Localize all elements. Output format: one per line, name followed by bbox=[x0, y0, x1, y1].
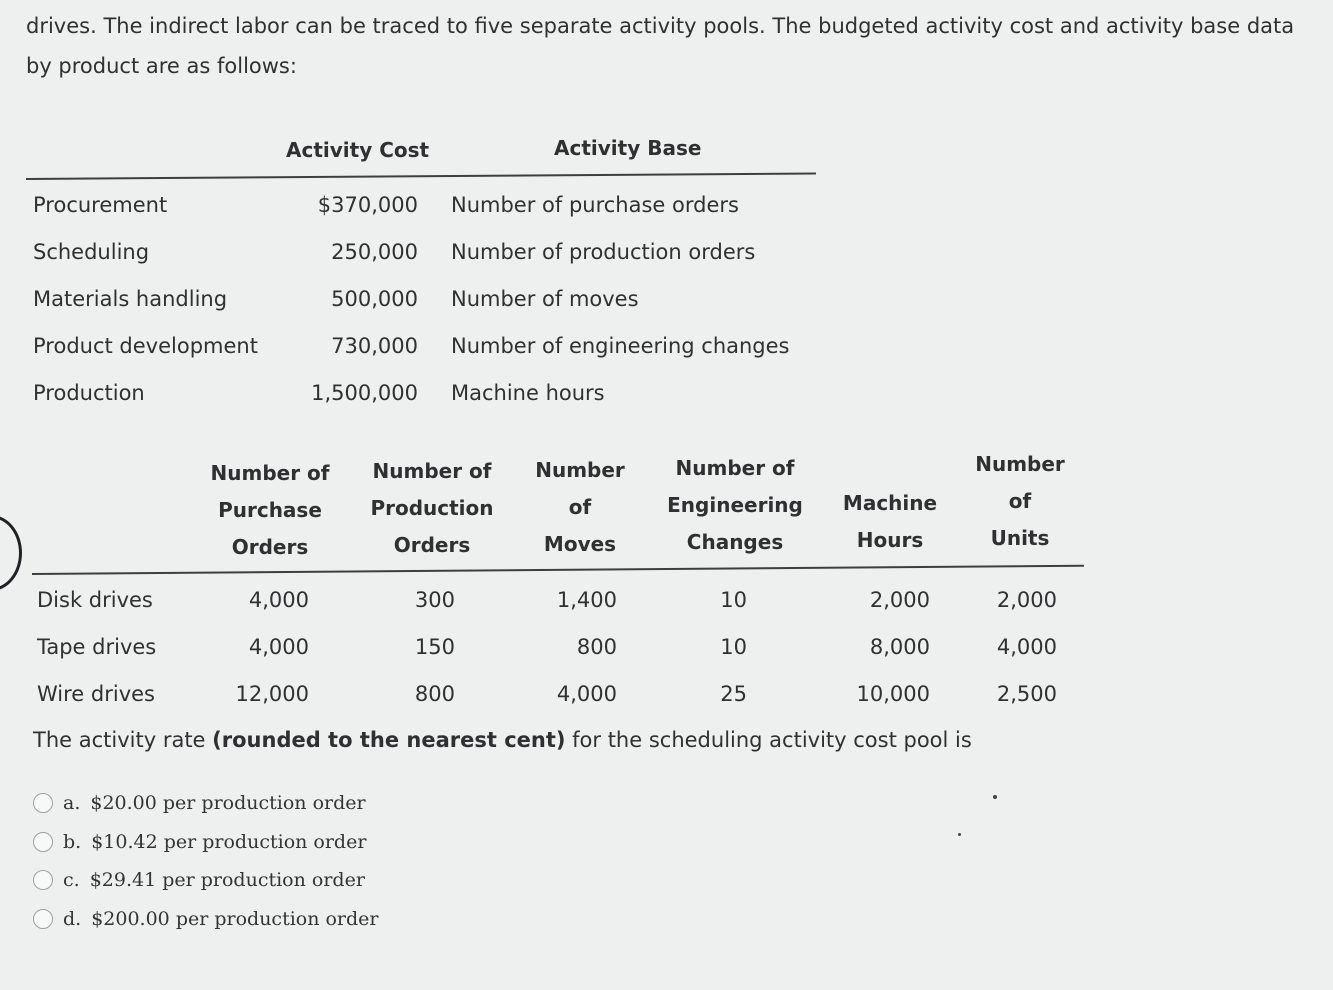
cell-moves: 1,400 bbox=[556, 588, 617, 612]
cell-engineering-changes: 10 bbox=[720, 635, 747, 659]
product-name: Disk drives bbox=[37, 588, 153, 612]
activity-row bbox=[33, 240, 813, 270]
radio-button[interactable] bbox=[33, 793, 53, 813]
cell-moves: 4,000 bbox=[556, 682, 617, 706]
radio-button[interactable] bbox=[33, 909, 53, 929]
activity-name: Product development bbox=[33, 334, 258, 358]
product-name: Tape drives bbox=[37, 635, 157, 659]
radio-button[interactable] bbox=[33, 870, 53, 890]
option-letter: b. bbox=[63, 830, 82, 853]
header-purchase-orders: Number of Purchase Orders bbox=[210, 461, 330, 559]
activity-row bbox=[33, 381, 813, 411]
option-letter: c. bbox=[63, 869, 80, 892]
cell-production-orders: 300 bbox=[414, 588, 455, 612]
header-units: Number of Units bbox=[975, 452, 1065, 550]
table-row bbox=[37, 588, 1087, 618]
cell-purchase-orders: 4,000 bbox=[248, 635, 309, 659]
header-activity-base: Activity Base bbox=[554, 136, 702, 160]
activity-name: Materials handling bbox=[33, 287, 228, 311]
activity-base: Machine hours bbox=[451, 381, 605, 405]
activity-row bbox=[33, 287, 813, 317]
cell-units: 2,500 bbox=[996, 682, 1057, 706]
table-row bbox=[37, 682, 1087, 712]
activity-table-rule bbox=[26, 172, 816, 180]
activity-cost: $370,000 bbox=[317, 193, 418, 217]
cell-moves: 800 bbox=[576, 635, 617, 659]
option-d[interactable] bbox=[33, 900, 379, 939]
header-moves: Number of Moves bbox=[535, 458, 625, 556]
activity-cost: 730,000 bbox=[331, 334, 418, 358]
activity-row bbox=[33, 193, 813, 223]
screen-edge-arc bbox=[0, 515, 22, 591]
option-a[interactable] bbox=[33, 784, 379, 823]
screen-speck bbox=[993, 795, 997, 799]
activity-cost: 1,500,000 bbox=[311, 381, 418, 405]
question-text: The activity rate (rounded to the nearest cent) for the scheduling activity cost pool is bbox=[33, 728, 972, 752]
activity-cost: 250,000 bbox=[331, 240, 418, 264]
option-text: $200.00 per production order bbox=[91, 907, 379, 930]
cell-machine-hours: 2,000 bbox=[869, 588, 930, 612]
activity-name: Procurement bbox=[33, 193, 168, 217]
activity-row bbox=[33, 334, 813, 364]
header-activity-cost: Activity Cost bbox=[286, 138, 430, 162]
option-c[interactable] bbox=[33, 861, 379, 900]
activity-base: Number of purchase orders bbox=[451, 193, 739, 217]
option-letter: a. bbox=[63, 792, 81, 815]
table-row bbox=[37, 635, 1087, 665]
intro-paragraph: drives. The indirect labor can be traced to five separate activity pools. The budgeted activity cost and activity base data by product are as follows: bbox=[26, 14, 1295, 78]
cell-engineering-changes: 25 bbox=[720, 682, 747, 706]
activity-name: Production bbox=[33, 381, 145, 405]
product-table-rule bbox=[32, 565, 1084, 575]
cell-units: 4,000 bbox=[996, 635, 1057, 659]
option-text: $20.00 per production order bbox=[90, 792, 366, 815]
cell-purchase-orders: 4,000 bbox=[248, 588, 309, 612]
cell-machine-hours: 8,000 bbox=[869, 635, 930, 659]
option-b[interactable] bbox=[33, 823, 379, 862]
activity-base: Number of production orders bbox=[451, 240, 756, 264]
cell-purchase-orders: 12,000 bbox=[235, 682, 309, 706]
answer-options bbox=[33, 784, 379, 938]
screen-speck bbox=[958, 833, 961, 836]
option-text: $10.42 per production order bbox=[91, 830, 367, 853]
cell-machine-hours: 10,000 bbox=[856, 682, 930, 706]
cell-engineering-changes: 10 bbox=[720, 588, 747, 612]
cell-production-orders: 800 bbox=[414, 682, 455, 706]
option-letter: d. bbox=[63, 907, 82, 930]
cell-production-orders: 150 bbox=[414, 635, 455, 659]
activity-base: Number of moves bbox=[451, 287, 639, 311]
activity-base: Number of engineering changes bbox=[451, 334, 790, 358]
header-production-orders: Number of Production Orders bbox=[370, 459, 494, 557]
activity-cost: 500,000 bbox=[331, 287, 418, 311]
header-engineering-changes: Number of Engineering Changes bbox=[667, 456, 803, 554]
header-machine-hours: Machine Hours bbox=[842, 491, 938, 552]
option-text: $29.41 per production order bbox=[89, 869, 365, 892]
activity-name: Scheduling bbox=[33, 240, 150, 264]
product-name: Wire drives bbox=[37, 682, 155, 706]
cell-units: 2,000 bbox=[996, 588, 1057, 612]
radio-button[interactable] bbox=[33, 832, 53, 852]
